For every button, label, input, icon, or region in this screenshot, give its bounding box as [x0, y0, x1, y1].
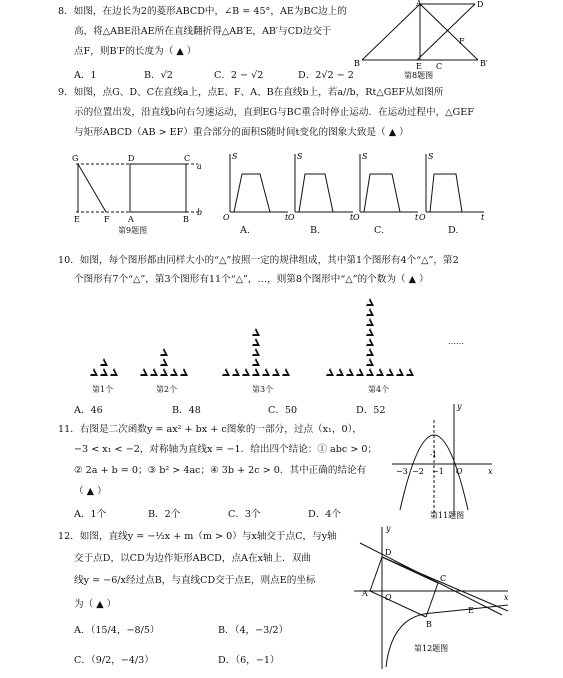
q10-triangle-fig2 [180, 368, 188, 376]
q10-triangle-fig1 [100, 358, 108, 366]
q8-option-a[interactable]: A．1 [74, 70, 97, 81]
q10-triangle-fig2 [140, 368, 148, 376]
q10-option-b[interactable]: B．48 [172, 405, 201, 416]
q9-label-f: F [104, 215, 110, 224]
q10-line-1: 10．如图，每个图形都由同样大小的“△”按照一定的规律组成，其中第1个图形有4个“△”，第2 [58, 255, 459, 266]
q8-label-d: D [477, 0, 484, 9]
q9c-origin: O [353, 213, 360, 222]
q10-ellipsis: …… [448, 337, 464, 346]
q9a-axis-s: S [232, 152, 238, 161]
q12-axis-y: y [386, 524, 391, 533]
q10-triangle-fig4 [406, 368, 414, 376]
q10-triangle-fig1 [90, 368, 98, 376]
q10-triangle-fig4 [326, 368, 334, 376]
q9b-origin: O [288, 213, 295, 222]
q9a-origin: O [223, 213, 230, 222]
q10-triangle-fig3 [252, 328, 260, 336]
q10-triangle-fig4 [366, 358, 374, 366]
q9-line-2: 示的位置出发，沿直线b向右匀速运动，直到EG与BC重合时停止运动．在运动过程中，△GEF [74, 107, 474, 118]
q9-label-a-line: a [197, 162, 202, 171]
q11-figure [388, 400, 498, 520]
q11-option-a[interactable]: A．1个 [74, 509, 107, 520]
q10-caption-1: 第1个 [92, 385, 114, 394]
q10-triangle-fig1 [100, 368, 108, 376]
q10-triangle-fig3 [252, 368, 260, 376]
q10-triangle-fig4 [386, 368, 394, 376]
q8-line-2: 高，将△ABE沿AE所在直线翻折得△AB′E，AB′与CD边交于 [74, 26, 332, 37]
q10-triangle-fig4 [366, 338, 374, 346]
q11-line-3: ② 2a + b = 0；③ b² > 4ac；④ 3b + 2c > 0．其中正确的结论有 [74, 465, 367, 476]
q10-triangle-fig4 [396, 368, 404, 376]
q9-label-b: B [183, 215, 189, 224]
q12-caption: 第12题图 [414, 644, 449, 653]
q11-option-b[interactable]: B．2个 [148, 509, 181, 520]
q10-triangle-fig4 [366, 328, 374, 336]
q10-option-d[interactable]: D．52 [356, 405, 386, 416]
q10-line-2: 个图形有7个“△”，第3个图形有11个“△”，…，则第8个图形中“△”的个数为（ ▲ ） [74, 274, 429, 285]
q10-option-c[interactable]: C．50 [268, 405, 298, 416]
q9d-axis-t: t [481, 213, 485, 222]
q12-origin: O [385, 593, 392, 602]
q9-option-d[interactable]: D. [448, 225, 459, 236]
q8-label-a: A [416, 0, 422, 8]
q10-triangle-fig2 [170, 368, 178, 376]
q10-triangle-fig3 [252, 338, 260, 346]
q12-label-a: A [362, 589, 368, 598]
q8-option-d[interactable]: D．2√2 − 2 [298, 70, 354, 81]
q12-option-a[interactable]: A．（15/4，−8/5） [74, 625, 160, 636]
q11-line-2: −3 < x₁ < −2，对称轴为直线x = −1．给出四个结论：① abc > 0； [74, 444, 378, 455]
q9-label-a: A [128, 215, 134, 224]
q10-triangle-fig4 [356, 368, 364, 376]
q12-axis-x: x [504, 593, 509, 602]
q11-line-4: （ ▲ ） [74, 486, 107, 497]
q11-option-c[interactable]: C．3个 [228, 509, 261, 520]
q9-option-c[interactable]: C. [374, 225, 385, 236]
q12-option-c[interactable]: C．（9/2，−4/3） [74, 655, 154, 666]
q12-line-2: 交于点D，以CD为边作矩形ABCD，点A在x轴上．双曲 [74, 553, 311, 564]
q8-label-f: F [459, 37, 465, 46]
q8-option-c[interactable]: C．2 − √2 [214, 70, 264, 81]
q12-line-4: 为（ ▲ ） [74, 599, 117, 610]
q9-line-3: 与矩形ABCD（AB > EF）重合部分的面积S随时间t变化的图象大致是（ ▲ ） [74, 127, 409, 138]
q10-triangle-fig2 [150, 368, 158, 376]
q11-axis-x: x [488, 467, 493, 476]
q9-label-b-line: b [197, 208, 203, 217]
q9b-axis-s: S [297, 152, 303, 161]
q8-caption: 第8题图 [404, 71, 434, 80]
q8-label-c: C [436, 62, 443, 71]
q12-label-b: B [426, 620, 432, 629]
q10-triangle-fig3 [252, 358, 260, 366]
q9d-origin: O [419, 213, 426, 222]
q10-triangle-fig3 [262, 368, 270, 376]
q12-label-e: E [468, 606, 474, 615]
q10-triangle-fig3 [242, 368, 250, 376]
q10-triangle-fig3 [282, 368, 290, 376]
q10-triangle-fig4 [366, 318, 374, 326]
q11-tick-m3: −3 [396, 467, 408, 476]
q12-option-d[interactable]: D．（6，−1） [218, 655, 280, 666]
q10-triangle-fig4 [366, 368, 374, 376]
q10-triangle-fig3 [272, 368, 280, 376]
q9d-axis-s: S [428, 152, 434, 161]
q10-triangle-fig3 [222, 368, 230, 376]
q9b-axis-t: t [350, 213, 354, 222]
q10-triangle-fig3 [252, 348, 260, 356]
q12-line-3: 线y = −6/x经过点B，与直线CD交于点E，则点E的坐标 [74, 575, 316, 586]
q9-label-d: D [128, 154, 135, 163]
q12-label-d: D [385, 548, 392, 557]
q10-triangle-fig2 [160, 358, 168, 366]
q9-option-a[interactable]: A. [240, 225, 250, 236]
q10-triangle-fig2 [160, 368, 168, 376]
q9-label-e: E [74, 215, 80, 224]
q12-label-c: C [440, 574, 447, 583]
q10-triangle-fig4 [376, 368, 384, 376]
q10-triangle-fig4 [366, 348, 374, 356]
q9c-axis-t: t [415, 213, 419, 222]
q11-axis-y: y [457, 402, 462, 411]
q12-option-b[interactable]: B．（4，−3/2） [218, 625, 289, 636]
q8-option-b[interactable]: B．√2 [144, 70, 173, 81]
q9-option-b[interactable]: B. [310, 225, 321, 236]
q11-line-1: 11．右图是二次函数y = ax² + bx + c图象的一部分，过点（x₁，0）， [58, 424, 362, 435]
q8-label-e: E [416, 62, 422, 71]
q11-caption: 第11题图 [430, 511, 465, 520]
q12-line-1: 12．如图，直线y = −½x + m（m > 0）与x轴交于点C，与y轴 [58, 531, 337, 542]
q9c-axis-s: S [362, 152, 368, 161]
q11-axis-of-symmetry-label: -1 [430, 451, 437, 459]
q9-line-1: 9．如图，点G、D、C在直线a上，点E、F、A、B在直线b上，若a//b，Rt△GEF从如图所 [58, 87, 444, 98]
q8-line-3: 点F，则B′F的长度为（ ▲ ） [74, 46, 197, 57]
q8-line-1: 8．如图，在边长为2的菱形ABCD中，∠B = 45°，AE为BC边上的 [58, 6, 347, 17]
q9-label-g: G [72, 154, 79, 163]
q10-triangle-fig4 [336, 368, 344, 376]
q10-caption-4: 第4个 [368, 385, 390, 394]
q11-tick-m1: −1 [432, 467, 444, 476]
q9a-axis-t: t [285, 213, 289, 222]
q10-caption-3: 第3个 [252, 385, 274, 394]
q11-tick-m2: −2 [412, 467, 424, 476]
q12-figure [352, 523, 512, 673]
q9-caption: 第9题图 [118, 226, 148, 235]
q8-label-b: B [354, 59, 360, 68]
q8-label-bprime: B′ [480, 59, 488, 68]
q10-triangle-fig4 [366, 308, 374, 316]
q9-label-c: C [184, 154, 191, 163]
q10-option-a[interactable]: A．46 [74, 405, 103, 416]
q11-origin: O [456, 467, 463, 476]
q10-triangle-fig1 [110, 368, 118, 376]
q10-triangle-fig4 [346, 368, 354, 376]
q10-triangle-fig3 [232, 368, 240, 376]
q10-triangle-fig2 [160, 348, 168, 356]
q10-triangle-fig4 [366, 298, 374, 306]
q10-caption-2: 第2个 [156, 385, 178, 394]
q11-option-d[interactable]: D．4个 [308, 509, 341, 520]
